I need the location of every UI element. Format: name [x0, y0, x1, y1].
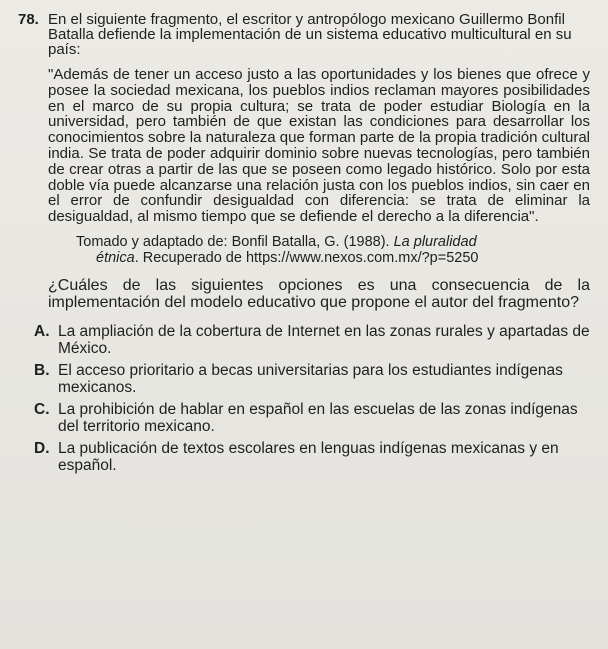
question-stem: En el siguiente fragmento, el escritor y antropólogo mexicano Guillermo Bonfil Batalla defiende la implementación de un sistema educativo multicultural en su país:	[48, 11, 572, 58]
question-header	[18, 12, 590, 57]
option-c[interactable]	[34, 401, 590, 435]
option-text: La prohibición de hablar en español en las escuelas de las zonas indígenas del territorio mexicano.	[58, 400, 578, 435]
option-letter: C.	[34, 400, 50, 418]
source-suffix: . Recuperado de https://www.nexos.com.mx/?p=5250	[134, 249, 479, 266]
option-text: La publicación de textos escolares en lenguas indígenas mexicanas y en español.	[58, 439, 559, 474]
option-b[interactable]	[34, 362, 590, 396]
source-title-part2: étnica	[96, 249, 135, 266]
option-letter: B.	[34, 361, 50, 379]
question-number: 78.	[18, 11, 39, 28]
source-title-part1: La pluralidad	[393, 233, 477, 250]
quoted-fragment: "Además de tener un acceso justo a las oportunidades y los bienes que ofrece y posee la sociedad mexicana, los pueblos indios reclaman mayores posibilidades en el marco de su propia cultura; se trata de poder estudiar Biología en la universidad, pero también de que existan las condiciones para desarrollar los conocimientos sobre la naturaleza que forman parte de la propia tradición cultural india. Se trata de poder adquirir dominio sobre nuevas tecnologías, pero también de crear otras a partir de las que se poseen como legado histórico. Solo por esta doble vía puede alcanzarse una relación justa con los pueblos indios, sin caer en el error de confundir desigualdad con diferencia: se trata de eliminar la desigualdad, al mismo tiempo que se defiende el derecho a la diferencia".	[48, 66, 590, 226]
source-prefix: Tomado y adaptado de: Bonfil Batalla, G. (1988).	[76, 233, 394, 250]
option-a[interactable]	[34, 323, 590, 357]
option-text: El acceso prioritario a becas universitarias para los estudiantes indígenas mexicanos.	[58, 361, 563, 396]
answer-options	[18, 323, 590, 474]
question-prompt: ¿Cuáles de las siguientes opciones es una consecuencia de la implementación del modelo educativo que propone el autor del fragmento?	[48, 276, 590, 311]
option-d[interactable]	[34, 440, 590, 474]
option-text: La ampliación de la cobertura de Internet en las zonas rurales y apartadas de México.	[58, 322, 590, 357]
option-letter: D.	[34, 439, 50, 457]
source-citation	[18, 234, 590, 266]
option-letter: A.	[34, 322, 50, 340]
